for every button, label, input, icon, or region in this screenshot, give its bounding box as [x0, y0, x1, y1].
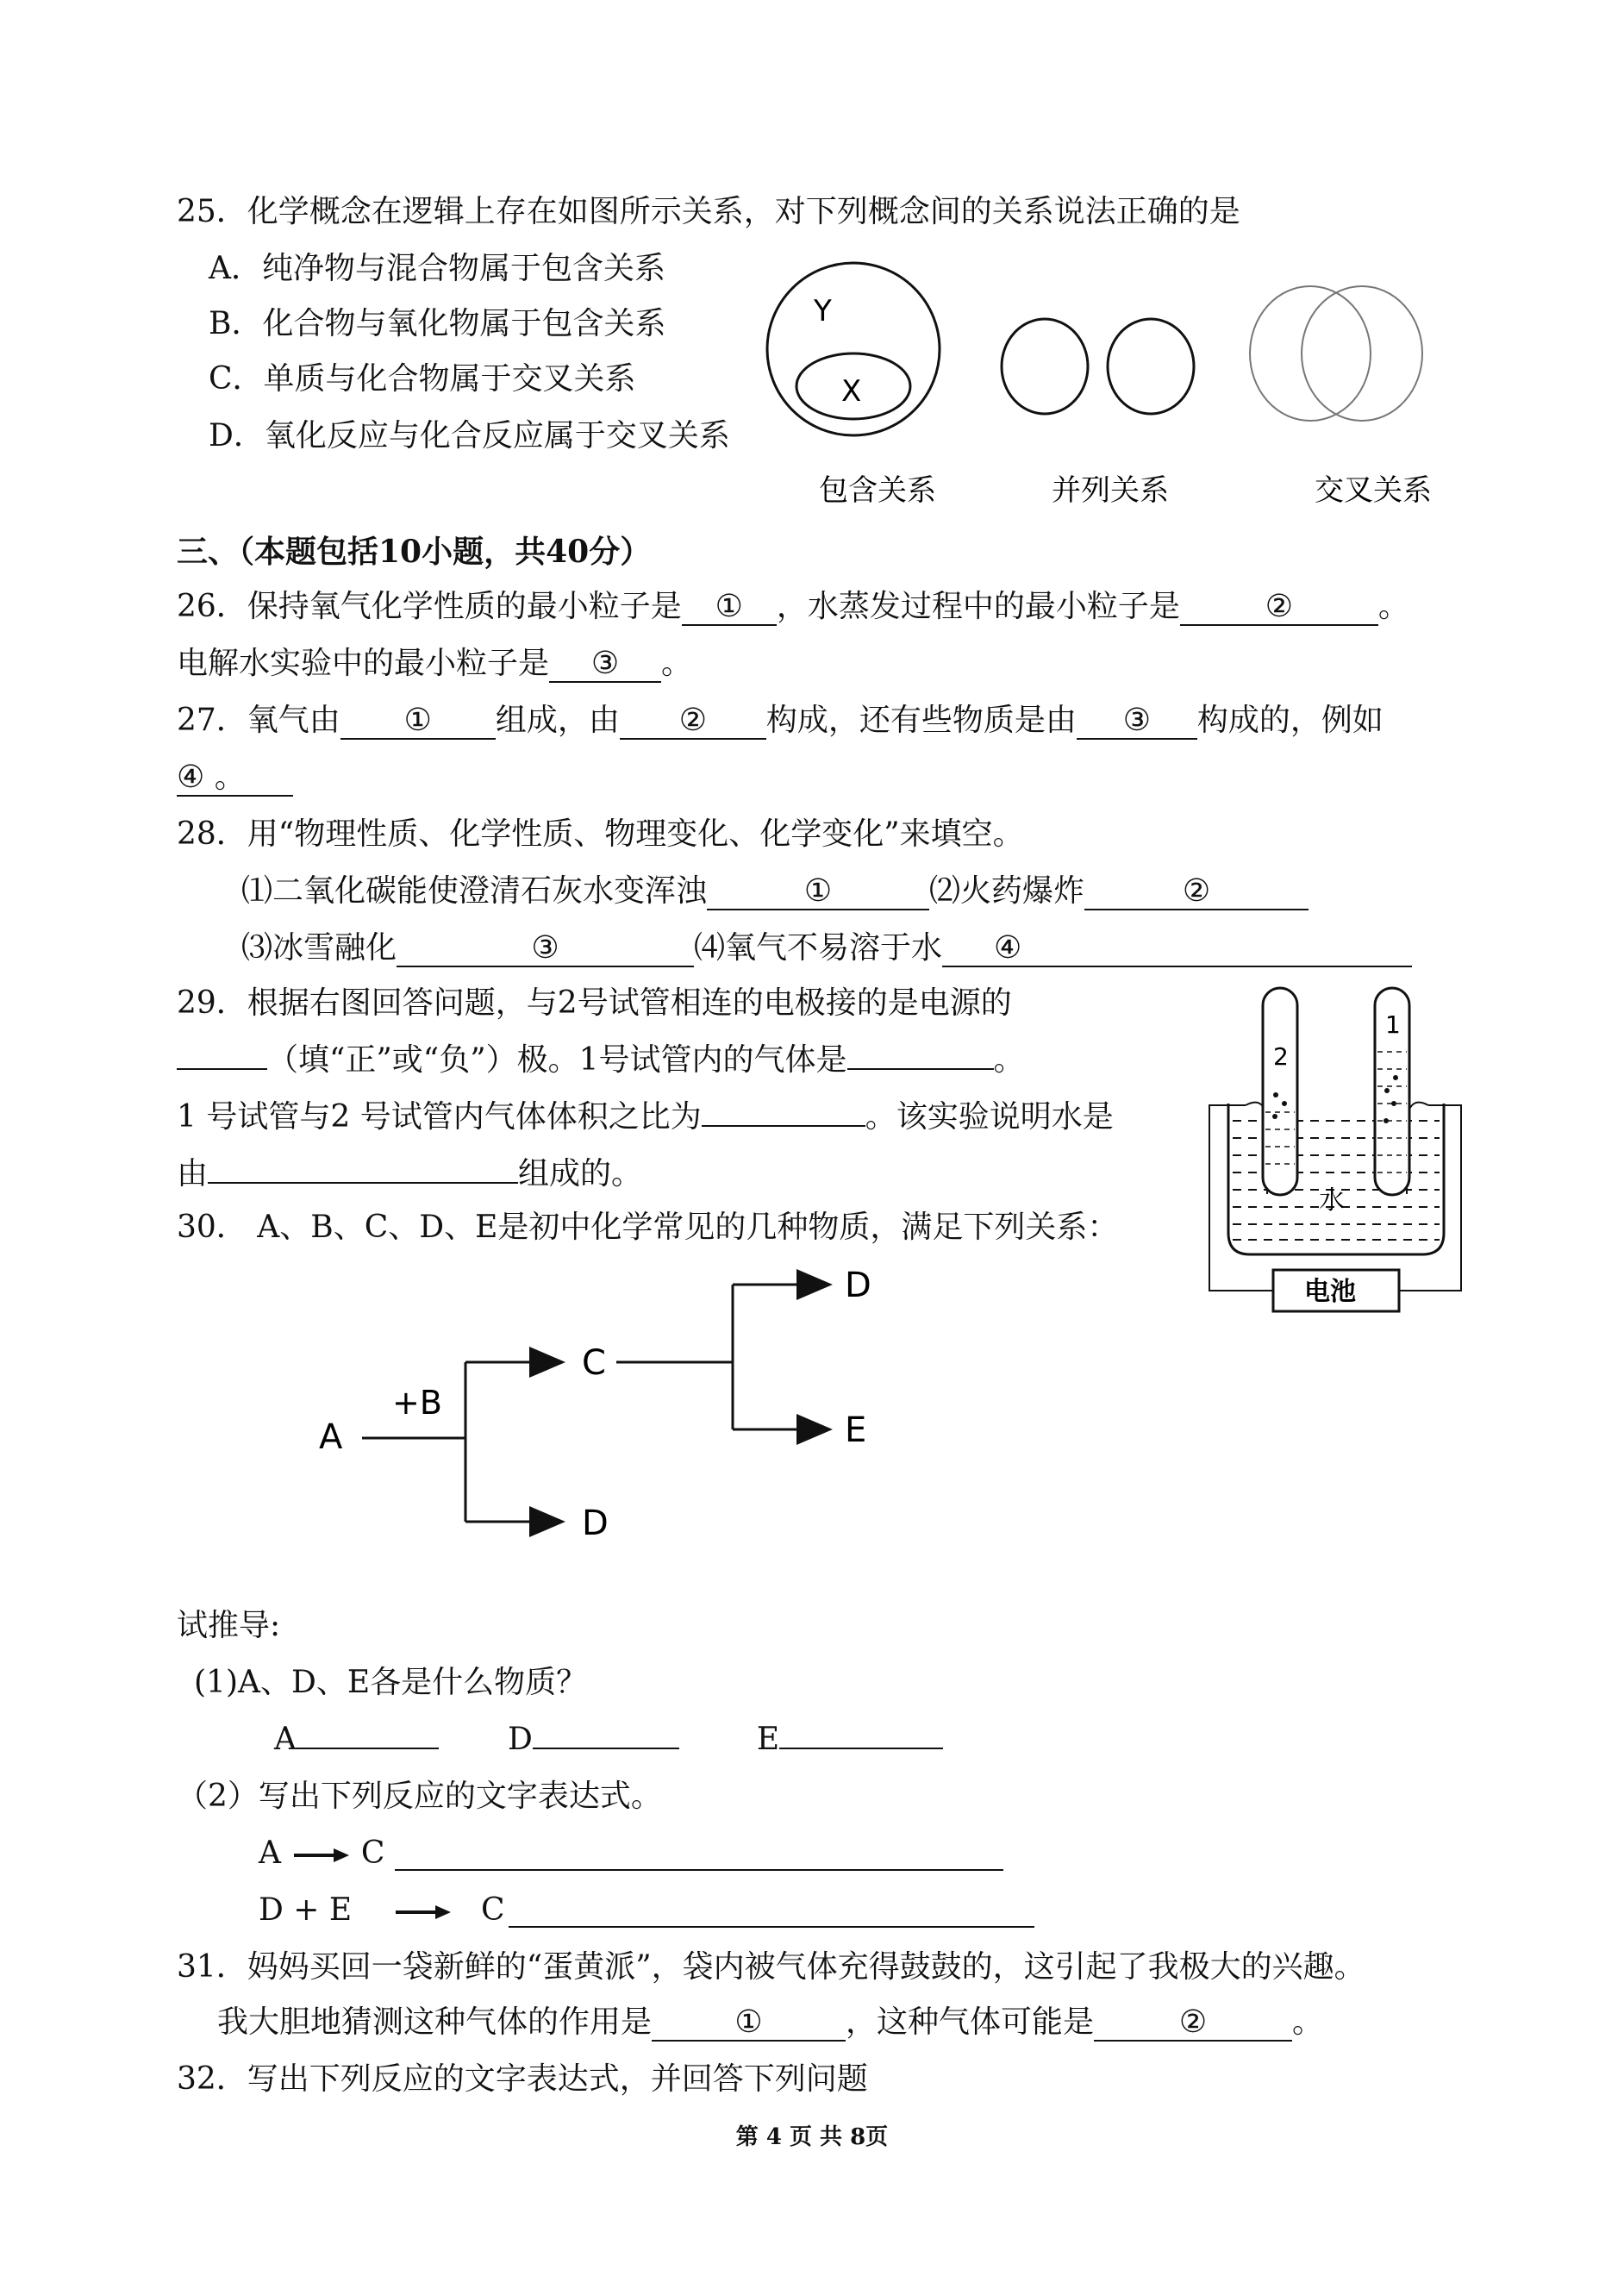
q31-blank-2[interactable]: ②	[1094, 2005, 1292, 2042]
q30-answers-ade	[274, 1721, 943, 1759]
q29-text-f: 组成的。	[518, 1156, 643, 1191]
q27-text-d: 构成的，例如	[1196, 703, 1384, 738]
q28-line1	[241, 872, 1309, 910]
q26-blank-2[interactable]: ②	[1180, 590, 1378, 626]
reaction-1-blank[interactable]	[395, 1869, 1003, 1871]
parallel-circle-left	[1002, 319, 1088, 414]
q28-item-4: ⑷氧气不易溶于水	[694, 930, 943, 966]
q26-line1	[177, 588, 1409, 626]
q28-blank-4[interactable]: ④	[942, 931, 1412, 967]
q29-text-e: 由	[177, 1156, 209, 1191]
section-3-heading: 三、（本题包括10小题，共40分）	[177, 534, 652, 570]
q29-text-c: 1 号试管与2 号试管内气体体积之比为	[177, 1099, 702, 1135]
q29-line2	[177, 1041, 1025, 1079]
q31-text-b: ，这种气体可能是	[846, 2004, 1095, 2040]
tube-2-label: 2	[1273, 1042, 1289, 1071]
cross-circle-right	[1302, 286, 1422, 421]
outer-circle-y	[767, 263, 940, 435]
r1-product: C	[360, 1835, 385, 1871]
q25-option-a: A．纯净物与混合物属于包含关系	[209, 251, 665, 286]
relation-diagram	[759, 250, 1465, 526]
q25-stem: 25．化学概念在逻辑上存在如图所示关系，对下列概念间的关系说法正确的是	[177, 194, 1240, 229]
node-c: C	[582, 1343, 606, 1383]
q28-item-3: ⑶冰雪融化	[241, 930, 397, 966]
q26-text-c: 。	[1377, 589, 1409, 624]
q27-blank-4[interactable]: ④ 。	[177, 760, 293, 797]
r2-product: C	[481, 1892, 505, 1928]
q27-line2	[177, 759, 293, 797]
q30-part-2: （2）写出下列反应的文字表达式。	[177, 1779, 662, 1814]
reaction-2-blank[interactable]	[509, 1926, 1034, 1928]
q31-line1: 31．妈妈买回一袋新鲜的“蛋黄派”，袋内被气体充得鼓鼓的，这引起了我极大的兴趣。	[177, 1949, 1365, 1985]
q30-part-1: (1)A、D、E各是什么物质？	[194, 1665, 588, 1700]
label-y: Y	[814, 294, 832, 328]
water-trough	[1228, 1104, 1444, 1254]
q31-text-c: 。	[1292, 2004, 1324, 2040]
q25-option-c: C．单质与化合物属于交叉关系	[209, 361, 636, 397]
q30-stem: 30． A、B、C、D、E是初中化学常见的几种物质，满足下列关系：	[177, 1210, 1119, 1245]
answer-e-blank[interactable]	[779, 1748, 943, 1749]
reaction-flow-diagram	[310, 1267, 896, 1560]
parallel-circle-right	[1108, 319, 1194, 414]
page-footer: 第 4 页 共 8页	[735, 2124, 889, 2150]
q26-text-a: 26．保持氧气化学性质的最小粒子是	[177, 589, 682, 624]
label-x: X	[841, 374, 862, 409]
q27-text-c: 构成，还有些物质是由	[765, 703, 1077, 738]
r1-reactant: A	[259, 1835, 281, 1871]
q27-line1	[177, 702, 1384, 740]
q29-blank-2[interactable]	[847, 1068, 994, 1070]
reaction-2	[259, 1892, 505, 1929]
q26-text-d: 电解水实验中的最小粒子是	[177, 646, 550, 681]
answer-a-label: A	[274, 1722, 297, 1757]
q28-stem: 28．用“物理性质、化学性质、物理变化、化学变化”来填空。	[177, 816, 1024, 852]
q27-blank-1[interactable]: ①	[340, 704, 496, 740]
arrow-icon	[392, 1904, 453, 1921]
answer-d-label: D	[508, 1722, 533, 1757]
q27-text-a: 27．氧气由	[177, 703, 340, 738]
q29-line3	[177, 1098, 1114, 1136]
q28-line2	[241, 929, 1412, 967]
r2-reactants: D + E	[259, 1892, 353, 1928]
q28-blank-1[interactable]: ①	[707, 874, 929, 910]
label-contain: 包含关系	[819, 473, 936, 508]
tube-1-label: 1	[1385, 1010, 1401, 1039]
arrow-icon	[290, 1847, 351, 1864]
answer-d-blank[interactable]	[533, 1748, 679, 1749]
answer-e-label: E	[756, 1722, 780, 1757]
q32-stem: 32．写出下列反应的文字表达式，并回答下列问题	[177, 2061, 868, 2097]
q26-text-b: ，水蒸发过程中的最小粒子是	[776, 589, 1180, 624]
q26-line2	[177, 645, 692, 683]
answer-a-blank[interactable]	[297, 1748, 439, 1749]
water-label: 水	[1319, 1185, 1345, 1216]
reaction-1	[259, 1835, 384, 1873]
reagent-b: +B	[392, 1384, 442, 1422]
node-d-upper: D	[845, 1267, 871, 1305]
node-e: E	[845, 1410, 867, 1450]
q26-text-e: 。	[661, 646, 693, 681]
q25-option-d: D．氧化反应与化合反应属于交叉关系	[209, 418, 730, 453]
q28-blank-2[interactable]: ②	[1084, 874, 1309, 910]
label-parallel: 并列关系	[1052, 473, 1169, 508]
q26-blank-3[interactable]: ③	[549, 647, 661, 683]
q29-blank-1[interactable]	[177, 1068, 267, 1070]
q31-blank-1[interactable]: ①	[652, 2005, 846, 2042]
q31-line2	[217, 2004, 1323, 2042]
q27-blank-2[interactable]: ②	[620, 704, 766, 740]
q29-text-d: 。该实验说明水是	[865, 1099, 1114, 1135]
q28-item-2: ⑵火药爆炸	[929, 873, 1085, 909]
q29-line1: 29．根据右图回答问题，与2号试管相连的电极接的是电源的	[177, 985, 1012, 1021]
q31-text-a: 我大胆地猜测这种气体的作用是	[217, 2004, 653, 2040]
node-d-lower: D	[582, 1504, 609, 1543]
q28-item-1: ⑴二氧化碳能使澄清石灰水变浑浊	[241, 873, 708, 909]
electrolysis-apparatus	[1202, 974, 1478, 1319]
q25-option-b: B．化合物与氧化物属于包含关系	[209, 306, 666, 341]
label-cross: 交叉关系	[1315, 473, 1432, 508]
q29-blank-4[interactable]	[208, 1182, 518, 1184]
q28-blank-3[interactable]: ③	[397, 931, 694, 967]
battery-label: 电池	[1304, 1277, 1356, 1307]
q29-text-a: （填“正”或“负”）极。1号试管内的气体是	[267, 1042, 847, 1078]
q26-blank-1[interactable]: ①	[682, 590, 777, 626]
node-a: A	[319, 1417, 343, 1457]
q30-infer: 试推导:	[177, 1608, 281, 1643]
cross-circle-left	[1250, 286, 1371, 421]
q29-text-b: 。	[993, 1042, 1025, 1078]
q27-text-b: 组成，由	[495, 703, 620, 738]
q29-line4	[177, 1155, 642, 1193]
q27-blank-3[interactable]: ③	[1077, 704, 1197, 740]
q29-blank-3[interactable]	[702, 1125, 865, 1127]
